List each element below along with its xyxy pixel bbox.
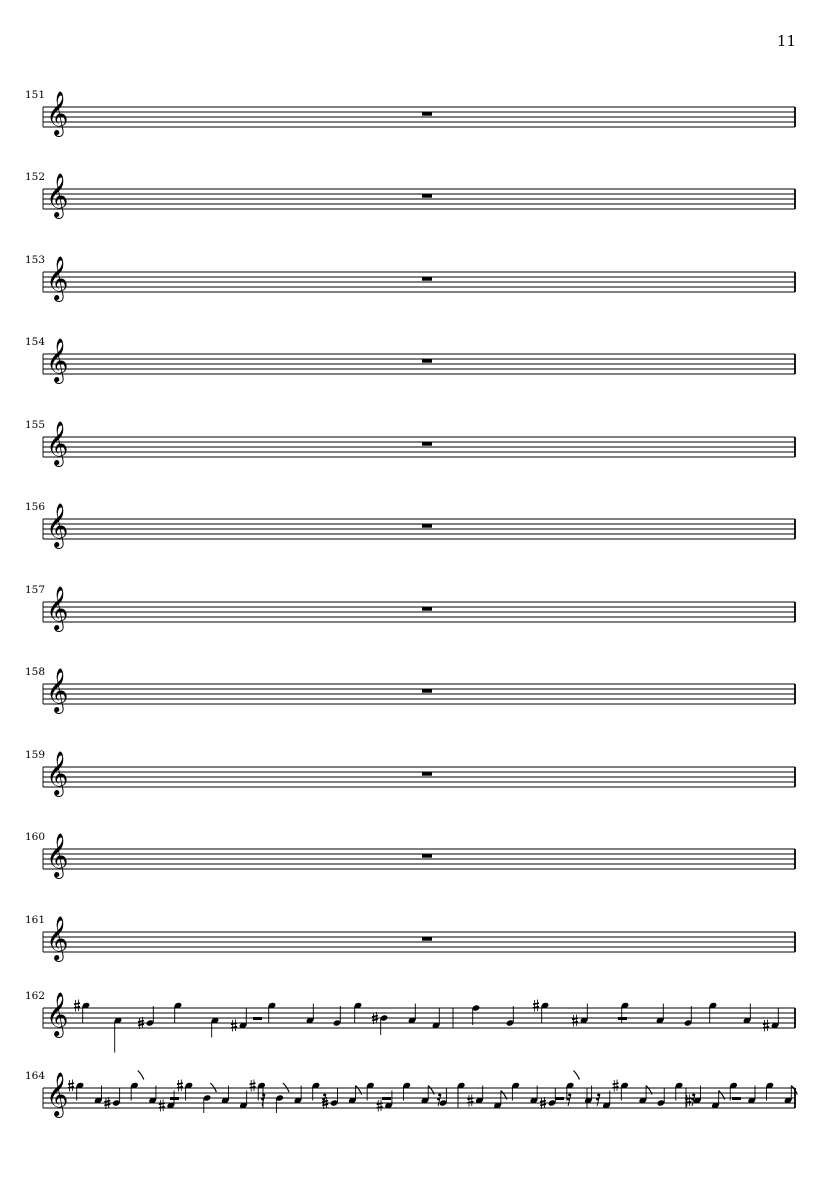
- note: [68, 1080, 84, 1101]
- whole-rest-icon: [422, 938, 432, 941]
- measure-number: 157: [25, 584, 46, 596]
- staff-system: [25, 419, 795, 467]
- sharp-icon: [159, 1100, 165, 1112]
- whole-rest-icon: [422, 113, 432, 116]
- staff-system: [25, 990, 795, 1053]
- sharp-icon: [467, 1095, 473, 1107]
- rest: [253, 1017, 262, 1020]
- whole-rest-icon: [422, 278, 432, 281]
- staff-system: [25, 666, 795, 714]
- sharp-icon: [74, 1000, 80, 1012]
- sixteenth-rest: [567, 1094, 571, 1106]
- flag: [210, 1083, 216, 1092]
- measure-number: 161: [25, 914, 46, 926]
- staff-system: [25, 1070, 797, 1118]
- rest: [618, 1017, 627, 1020]
- staff-system: [25, 914, 795, 962]
- whole-rest-icon: [422, 690, 432, 693]
- note: [306, 1004, 315, 1025]
- note: [566, 1071, 580, 1101]
- treble-clef-icon: 𝄞: [46, 256, 69, 300]
- treble-clef-icon: 𝄞: [46, 668, 69, 712]
- treble-clef-icon: 𝄞: [46, 173, 69, 217]
- sixteenth-rest: [596, 1094, 600, 1106]
- treble-clef-icon: 𝄞: [46, 421, 69, 465]
- sharp-icon: [572, 1015, 578, 1027]
- whole-rest-icon: [422, 773, 432, 776]
- treble-clef-icon: 𝄞: [46, 586, 69, 630]
- treble-clef-icon: 𝄞: [46, 992, 69, 1036]
- sharp-icon: [68, 1080, 74, 1092]
- treble-clef-icon: 𝄞: [46, 751, 69, 795]
- measure-number: 162: [25, 990, 46, 1002]
- rest: [382, 1097, 391, 1100]
- note: [114, 1017, 123, 1053]
- sharp-icon: [763, 1020, 769, 1032]
- note: [657, 1088, 666, 1107]
- whole-rest-icon: [422, 525, 432, 528]
- sharp-icon: [250, 1080, 256, 1092]
- staff-system: [25, 749, 795, 797]
- note: [432, 1009, 441, 1030]
- note: [372, 1012, 388, 1035]
- note: [506, 1006, 515, 1027]
- flag: [138, 1071, 144, 1080]
- note: [138, 1006, 154, 1029]
- whole-rest-icon: [422, 195, 432, 198]
- note: [268, 1002, 277, 1023]
- treble-clef-icon: 𝄞: [46, 916, 69, 960]
- sharp-icon: [231, 1020, 237, 1032]
- note: [74, 1000, 90, 1023]
- treble-clef-icon: 𝄞: [46, 338, 69, 382]
- measure-number: 151: [25, 89, 46, 101]
- note: [211, 1017, 220, 1038]
- whole-rest-icon: [422, 608, 432, 611]
- treble-clef-icon: 𝄞: [46, 1072, 69, 1116]
- note: [130, 1071, 144, 1101]
- note: [472, 1004, 481, 1025]
- sharp-icon: [613, 1080, 619, 1092]
- rest: [555, 1097, 564, 1100]
- whole-rest-icon: [422, 360, 432, 363]
- measure-number: 158: [25, 666, 46, 678]
- staff-system: [25, 89, 795, 137]
- rest: [732, 1097, 741, 1100]
- flag: [573, 1071, 579, 1080]
- flag: [283, 1083, 289, 1092]
- sharp-icon: [177, 1080, 183, 1092]
- measure-number: 164: [25, 1070, 46, 1082]
- measure-number: 160: [25, 831, 46, 843]
- whole-rest-icon: [422, 443, 432, 446]
- note: [684, 1006, 693, 1027]
- measure-number: 155: [25, 419, 46, 431]
- page-number: 11: [776, 32, 796, 50]
- note: [540, 1088, 556, 1109]
- staff-system: [25, 501, 795, 549]
- treble-clef-icon: 𝄞: [46, 833, 69, 877]
- staff-system: [25, 171, 795, 219]
- note: [104, 1088, 120, 1109]
- treble-clef-icon: 𝄞: [46, 91, 69, 135]
- note: [613, 1080, 629, 1101]
- treble-clef-icon: 𝄞: [46, 503, 69, 547]
- measure-number: 152: [25, 171, 46, 183]
- note: [656, 1004, 665, 1025]
- measure-number: 154: [25, 336, 46, 348]
- staff-system: [25, 336, 795, 384]
- note: [533, 1000, 549, 1023]
- measure-number: 156: [25, 501, 46, 513]
- note: [174, 1002, 183, 1023]
- staff-system: [25, 584, 795, 632]
- staff-system: [25, 254, 795, 302]
- note: [354, 1002, 363, 1023]
- whole-rest-icon: [422, 855, 432, 858]
- rest: [170, 1097, 179, 1100]
- staff-system: [25, 831, 795, 879]
- measure-number: 153: [25, 254, 46, 266]
- sharp-icon: [377, 1100, 383, 1112]
- note: [408, 1004, 417, 1025]
- note: [177, 1080, 193, 1101]
- note: [709, 1002, 718, 1023]
- measure-number: 159: [25, 749, 46, 761]
- note: [333, 1006, 342, 1027]
- note: [743, 1004, 752, 1025]
- sharp-icon: [533, 1000, 539, 1012]
